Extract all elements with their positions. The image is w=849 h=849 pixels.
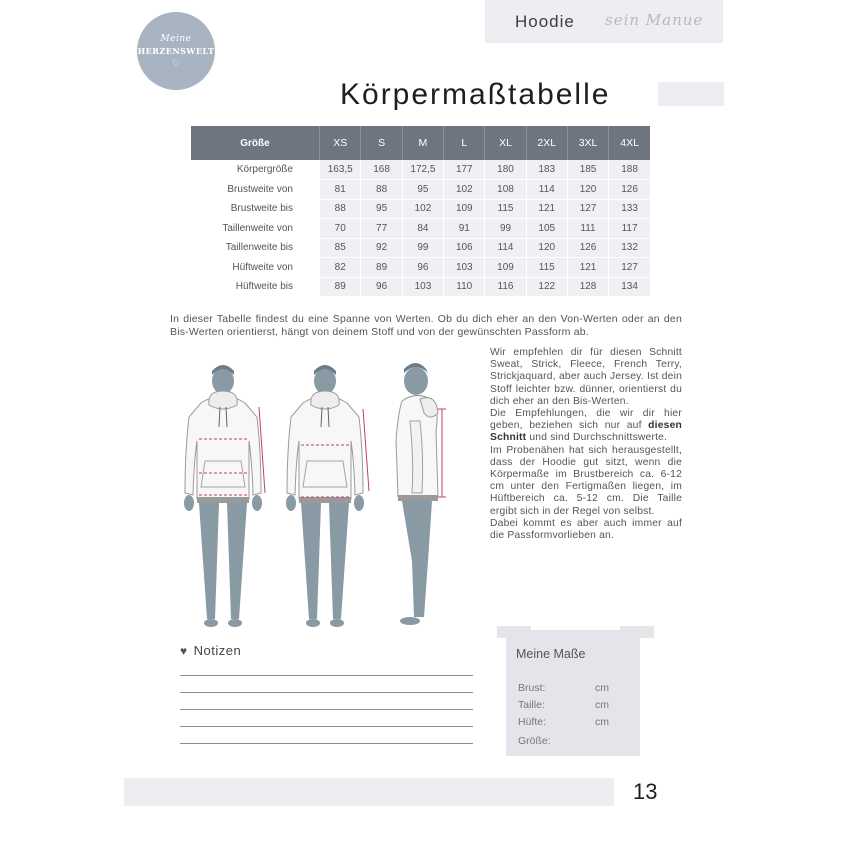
advice-paragraph-4: Dabei kommt es aber auch immer auf die Passformvorlieben an. <box>490 517 682 542</box>
table-cell: 128 <box>567 277 608 297</box>
table-cell: 115 <box>485 199 526 219</box>
table-cell: 89 <box>319 277 360 297</box>
table-cell: 185 <box>567 160 608 180</box>
table-row <box>191 160 650 180</box>
size-header: XS <box>319 126 360 160</box>
measure-label: Taille: <box>518 699 545 711</box>
size-header: 4XL <box>609 126 650 160</box>
table-cell: 126 <box>567 238 608 258</box>
table-cell: 117 <box>609 219 650 239</box>
table-cell: 114 <box>485 238 526 258</box>
advice-p2-start: Die Empfehlungen, die wir dir hier geben, beziehen sich nur auf <box>490 408 682 432</box>
table-cell: 81 <box>319 180 360 200</box>
notes-heading <box>180 643 241 658</box>
advice-text <box>490 347 682 542</box>
size-header: XL <box>485 126 526 160</box>
table-cell: 177 <box>444 160 485 180</box>
page-title: Körpermaßtabelle <box>340 78 611 111</box>
note-line[interactable] <box>180 675 473 676</box>
table-row <box>191 180 650 200</box>
measure-unit: cm <box>595 699 609 711</box>
table-cell: 122 <box>526 277 567 297</box>
header-script: sein Manue <box>605 11 704 29</box>
table-cell: 84 <box>402 219 443 239</box>
size-table <box>191 126 650 297</box>
table-cell: 103 <box>402 277 443 297</box>
row-label: Brustweite bis <box>191 199 319 219</box>
measure-label: Hüfte: <box>518 716 547 728</box>
table-cell: 70 <box>319 219 360 239</box>
heart-icon: ♥ <box>180 644 188 658</box>
table-cell: 102 <box>444 180 485 200</box>
table-cell: 121 <box>526 199 567 219</box>
table-cell: 120 <box>567 180 608 200</box>
advice-paragraph-2 <box>490 408 682 445</box>
table-row <box>191 238 650 258</box>
footer-band <box>124 778 614 806</box>
note-line[interactable] <box>180 709 473 710</box>
table-cell: 111 <box>567 219 608 239</box>
table-cell: 163,5 <box>319 160 360 180</box>
row-label: Brustweite von <box>191 180 319 200</box>
table-cell: 89 <box>361 258 402 278</box>
table-cell: 183 <box>526 160 567 180</box>
table-cell: 168 <box>361 160 402 180</box>
measure-unit: cm <box>595 682 609 694</box>
table-cell: 188 <box>609 160 650 180</box>
table-cell: 88 <box>319 199 360 219</box>
table-cell: 96 <box>402 258 443 278</box>
figure-front-2 <box>286 365 369 627</box>
note-line[interactable] <box>180 692 473 693</box>
table-cell: 133 <box>609 199 650 219</box>
table-cell: 127 <box>567 199 608 219</box>
page-number: 13 <box>633 779 658 804</box>
row-label: Hüftweite bis <box>191 277 319 297</box>
table-cell: 85 <box>319 238 360 258</box>
table-cell: 102 <box>402 199 443 219</box>
table-cell: 77 <box>361 219 402 239</box>
title-band <box>658 82 724 106</box>
note-line[interactable] <box>180 743 473 744</box>
row-label: Taillenweite von <box>191 219 319 239</box>
table-cell: 120 <box>526 238 567 258</box>
table-cell: 106 <box>444 238 485 258</box>
table-cell: 96 <box>361 277 402 297</box>
table-cell: 115 <box>526 258 567 278</box>
notes-label: Notizen <box>193 643 242 658</box>
table-cell: 121 <box>567 258 608 278</box>
advice-p2-end: und sind Durchschnittswerte. <box>526 432 668 444</box>
advice-paragraph-1: Wir empfehlen dir für diesen Schnitt Sweat, Strick, Fleece, French Terry, Strickjaquard, aber auch Jersey. Ist dein Stoff leichter bzw. dünner, orientierst du dich eher an den Bis-Werten. <box>490 347 682 407</box>
table-cell: 132 <box>609 238 650 258</box>
row-label: Taillenweite bis <box>191 238 319 258</box>
table-row <box>191 258 650 278</box>
header-title: Hoodie <box>515 12 575 31</box>
table-cell: 109 <box>485 258 526 278</box>
table-row <box>191 219 650 239</box>
table-cell: 180 <box>485 160 526 180</box>
table-cell: 110 <box>444 277 485 297</box>
my-measures-card <box>506 630 640 756</box>
intro-text: In dieser Tabelle findest du eine Spanne von Werten. Ob du dich eher an den Von-Werten oder an den Bis-Werten orientierst, hängt von deinem Stoff und von der gewünschten Passform ab. <box>170 313 682 338</box>
table-cell: 82 <box>319 258 360 278</box>
row-label: Hüftweite von <box>191 258 319 278</box>
table-cell: 95 <box>361 199 402 219</box>
note-line[interactable] <box>180 726 473 727</box>
table-cell: 99 <box>485 219 526 239</box>
table-cell: 114 <box>526 180 567 200</box>
table-cell: 172,5 <box>402 160 443 180</box>
table-cell: 105 <box>526 219 567 239</box>
measure-label: Größe: <box>518 735 551 747</box>
table-row <box>191 277 650 297</box>
brand-logo <box>137 12 215 90</box>
table-cell: 99 <box>402 238 443 258</box>
size-header: 2XL <box>526 126 567 160</box>
table-cell: 134 <box>609 277 650 297</box>
table-cell: 109 <box>444 199 485 219</box>
table-cell: 92 <box>361 238 402 258</box>
hoodie-figures-illustration <box>180 355 480 630</box>
size-header: L <box>444 126 485 160</box>
table-cell: 95 <box>402 180 443 200</box>
figure-side <box>396 363 446 625</box>
measure-label: Brust: <box>518 682 546 694</box>
figure-front-1 <box>184 365 265 627</box>
logo-line-2: HERZENSWELT <box>137 45 215 56</box>
table-cell: 91 <box>444 219 485 239</box>
size-header: S <box>361 126 402 160</box>
measure-unit: cm <box>595 716 609 728</box>
table-cell: 126 <box>609 180 650 200</box>
table-cell: 88 <box>361 180 402 200</box>
table-cell: 108 <box>485 180 526 200</box>
table-cell: 127 <box>609 258 650 278</box>
advice-paragraph-3: Im Probenähen hat sich herausgestellt, dass der Hoodie gut sitzt, wenn die Körpermaße im Brustbereich ca. 6-12 cm unter den Fertigmaßen liegen, im Hüftbereich ca. 5-12 cm. Die Taille ergibt sich in der Regel von selbst. <box>490 444 682 517</box>
table-header-label: Größe <box>191 126 319 160</box>
my-measures-title: Meine Maße <box>516 647 586 661</box>
table-cell: 116 <box>485 277 526 297</box>
logo-line-1: Meine <box>160 33 192 44</box>
row-label: Körpergröße <box>191 160 319 180</box>
size-header: 3XL <box>567 126 608 160</box>
table-cell: 103 <box>444 258 485 278</box>
advice-p2-bold: diesen Schnitt <box>490 420 682 444</box>
logo-heart-icon: ♡ <box>171 57 181 68</box>
table-row <box>191 199 650 219</box>
table-header-row <box>191 126 650 160</box>
size-header: M <box>402 126 443 160</box>
